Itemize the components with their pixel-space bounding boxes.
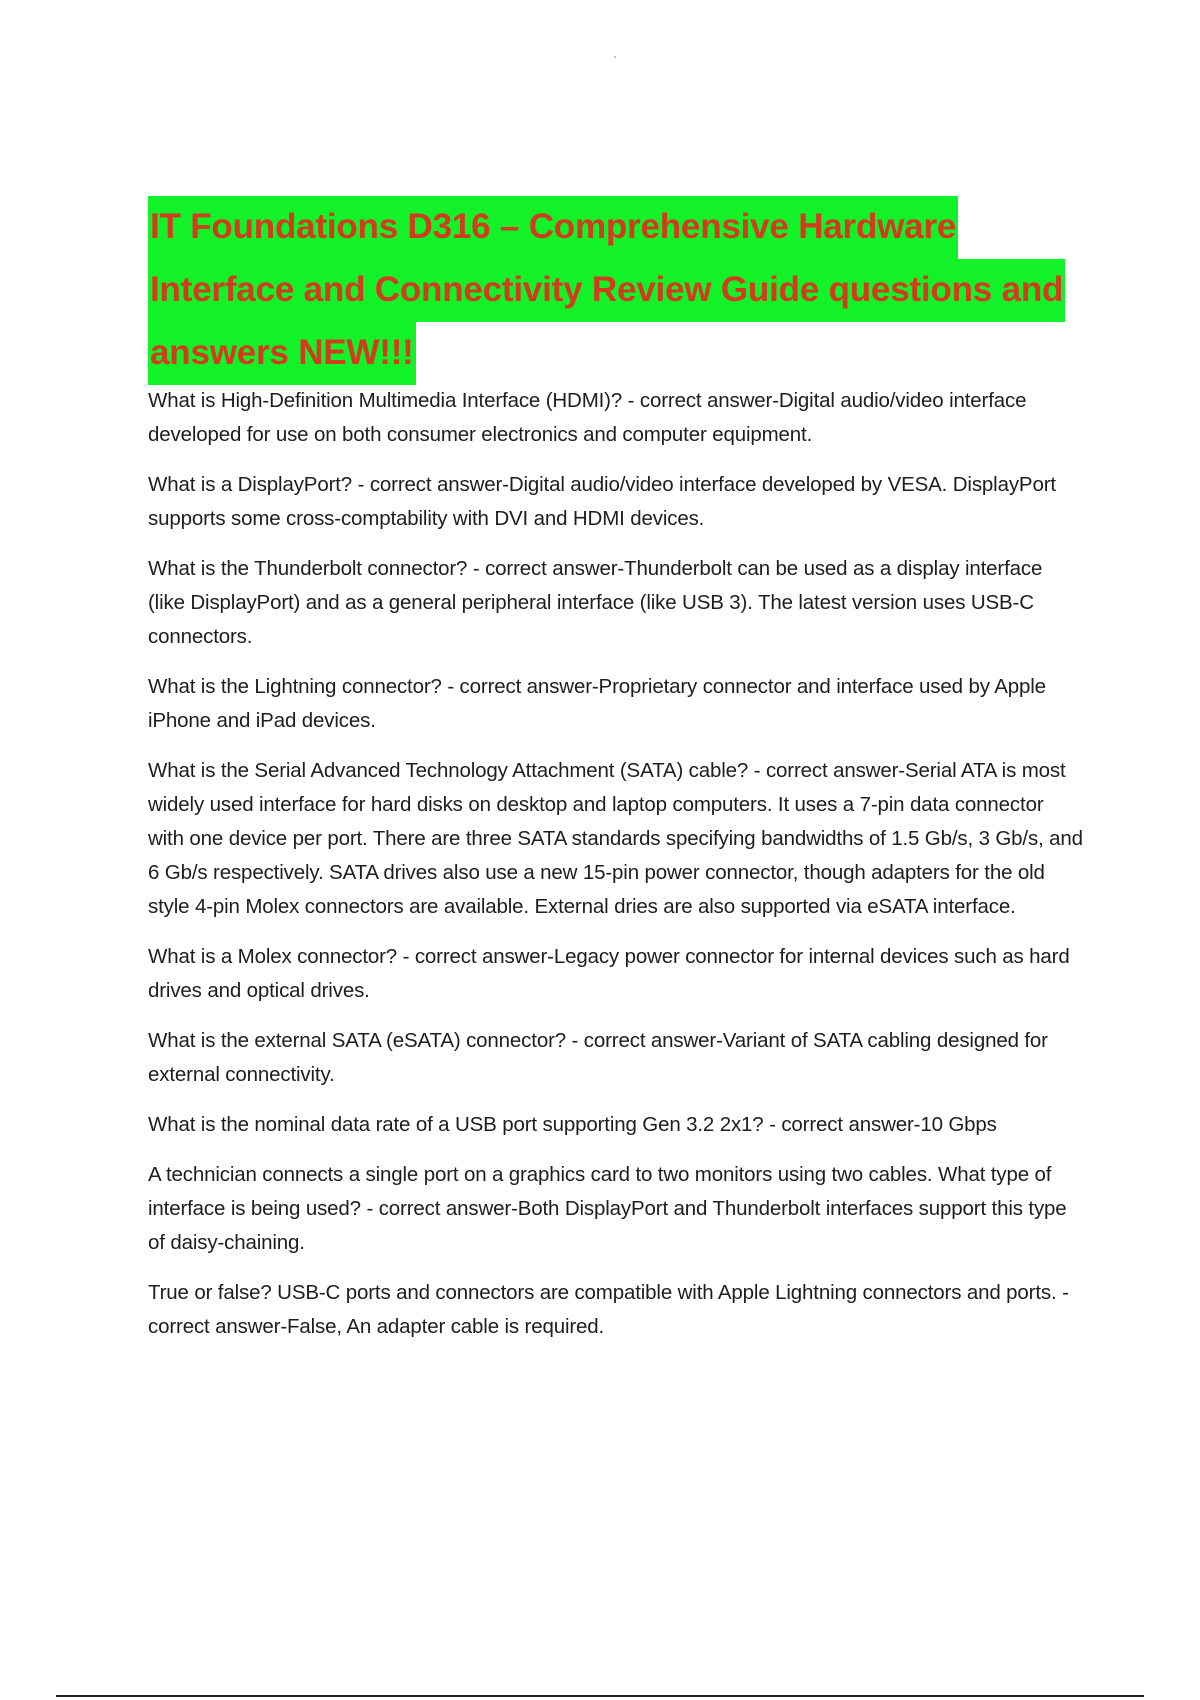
qa-list	[148, 384, 1083, 1360]
title-line: answers NEW!!!	[148, 322, 416, 385]
qa-item: What is the Thunderbolt connector? - correct answer-Thunderbolt can be used as a display interface (like DisplayPort) and as a general peripheral interface (like USB 3). The latest version uses USB-C connectors.	[148, 557, 1043, 648]
title-line: Interface and Connectivity Review Guide questions and	[148, 259, 1065, 322]
document-title	[148, 196, 1078, 385]
qa-item: What is a DisplayPort? - correct answer-Digital audio/video interface developed by VESA. DisplayPort supports some cross-comptability with DVI and HDMI devices.	[148, 473, 1056, 530]
title-line: IT Foundations D316 – Comprehensive Hardware	[148, 196, 958, 259]
page-mark	[614, 56, 616, 58]
qa-item: A technician connects a single port on a graphics card to two monitors using two cables. What type of interface is being used? - correct answer-Both DisplayPort and Thunderbolt interfaces support this type of daisy-chaining.	[148, 1163, 1067, 1254]
qa-item: True or false? USB-C ports and connectors are compatible with Apple Lightning connectors and ports. - correct answer-False, An adapter cable is required.	[148, 1281, 1069, 1338]
page-bottom-divider	[56, 1695, 1144, 1697]
qa-item: What is the external SATA (eSATA) connector? - correct answer-Variant of SATA cabling designed for external connectivity.	[148, 1029, 1048, 1086]
qa-item: What is the nominal data rate of a USB port supporting Gen 3.2 2x1? - correct answer-10 Gbps	[148, 1113, 997, 1136]
qa-item: What is the Lightning connector? - correct answer-Proprietary connector and interface used by Apple iPhone and iPad devices.	[148, 675, 1046, 732]
qa-item: What is a Molex connector? - correct answer-Legacy power connector for internal devices such as hard drives and optical drives.	[148, 945, 1070, 1002]
qa-item: What is High-Definition Multimedia Interface (HDMI)? - correct answer-Digital audio/video interface developed for use on both consumer electronics and computer equipment.	[148, 389, 1027, 446]
qa-item: What is the Serial Advanced Technology Attachment (SATA) cable? - correct answer-Serial ATA is most widely used interface for hard disks on desktop and laptop computers. It uses a 7-pin data connector with one device per port. There are three SATA standards specifying bandwidths of 1.5 Gb/s, 3 Gb/s, and 6 Gb/s respectively. SATA drives also use a new 15-pin power connector, though adapters for the old style 4-pin Molex connectors are available. External dries are also supported via eSATA interface.	[148, 759, 1083, 918]
